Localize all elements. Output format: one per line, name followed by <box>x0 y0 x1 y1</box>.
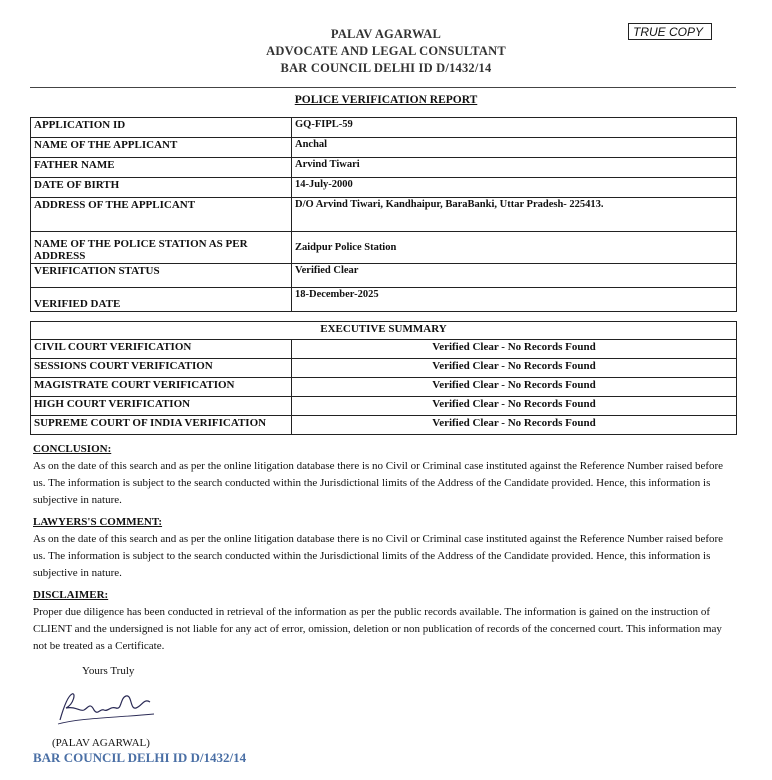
summary-label: HIGH COURT VERIFICATION <box>31 397 292 416</box>
summary-value: Verified Clear - No Records Found <box>292 340 737 359</box>
table-row <box>31 397 737 416</box>
detail-label: DATE OF BIRTH <box>31 178 292 198</box>
detail-label: NAME OF THE APPLICANT <box>31 138 292 158</box>
detail-value: D/O Arvind Tiwari, Kandhaipur, BaraBanki, Uttar Pradesh- 225413. <box>292 198 737 232</box>
disclaimer-section <box>33 587 733 655</box>
disclaimer-text: Proper due diligence has been conducted in retrieval of the information as per the public records available. The information is gained on the instruction of CLIENT and the undersigned is not liable for any act of error, omission, deletion or non publication of records of the concerned court. This information may not be treated as a Certificate. <box>33 606 722 652</box>
detail-value: Anchal <box>292 138 737 158</box>
table-row <box>31 264 737 288</box>
detail-label: VERIFICATION STATUS <box>31 264 292 288</box>
detail-label: VERIFIED DATE <box>31 288 292 312</box>
header-divider <box>30 87 736 88</box>
table-row <box>31 340 737 359</box>
summary-value: Verified Clear - No Records Found <box>292 359 737 378</box>
summary-value: Verified Clear - No Records Found <box>292 416 737 435</box>
true-copy-stamp: TRUE COPY <box>628 23 712 40</box>
conclusion-text: As on the date of this search and as per the online litigation database there is no Civil or Criminal case instituted against the Reference Number raised before us. The information is subject to the search conducted within the Jurisdictional limits of the Address of the Candidate provided. Hence, this information is subjective in nature. <box>33 460 724 506</box>
detail-label: FATHER NAME <box>31 158 292 178</box>
lawyers-comment-section <box>33 514 733 582</box>
executive-summary-table <box>30 321 737 435</box>
signature <box>50 688 160 728</box>
detail-label: APPLICATION ID <box>31 118 292 138</box>
detail-label: NAME OF THE POLICE STATION AS PER ADDRESS <box>31 232 292 264</box>
detail-value: GQ-FIPL-59 <box>292 118 737 138</box>
signatory-name: (PALAV AGARWAL) <box>52 737 150 749</box>
table-row <box>31 118 737 138</box>
detail-label: ADDRESS OF THE APPLICANT <box>31 198 292 232</box>
summary-label: SUPREME COURT OF INDIA VERIFICATION <box>31 416 292 435</box>
table-row <box>31 138 737 158</box>
table-row <box>31 288 737 312</box>
summary-label: MAGISTRATE COURT VERIFICATION <box>31 378 292 397</box>
summary-value: Verified Clear - No Records Found <box>292 378 737 397</box>
table-row <box>31 359 737 378</box>
table-row <box>31 232 737 264</box>
conclusion-section <box>33 441 733 509</box>
lawyers-comment-heading: LAWYERS'S COMMENT: <box>33 516 163 528</box>
disclaimer-heading: DISCLAIMER: <box>33 589 109 601</box>
lawyers-comment-text: As on the date of this search and as per the online litigation database there is no Civil or Criminal case instituted against the Reference Number raised before us. The information is subject to the search conducted within the Jurisdictional limits of the Address of the Candidate provided. Hence, this information is subjective in nature. <box>33 533 724 579</box>
detail-value: 14-July-2000 <box>292 178 737 198</box>
letterhead-name: PALAV AGARWAL <box>330 27 442 41</box>
conclusion-heading: CONCLUSION: <box>33 443 112 455</box>
detail-value: Arvind Tiwari <box>292 158 737 178</box>
table-row <box>31 416 737 435</box>
signatory-bar-id: BAR COUNCIL DELHI ID D/1432/14 <box>33 750 247 765</box>
executive-summary-heading: EXECUTIVE SUMMARY <box>31 322 737 340</box>
summary-value: Verified Clear - No Records Found <box>292 397 737 416</box>
table-row <box>31 378 737 397</box>
table-row <box>31 158 737 178</box>
summary-label: SESSIONS COURT VERIFICATION <box>31 359 292 378</box>
summary-label: CIVIL COURT VERIFICATION <box>31 340 292 359</box>
table-row <box>31 322 737 340</box>
letterhead-bar-id: BAR COUNCIL DELHI ID D/1432/14 <box>280 61 492 75</box>
letterhead-title: ADVOCATE AND LEGAL CONSULTANT <box>266 44 506 58</box>
report-title: POLICE VERIFICATION REPORT <box>294 94 478 106</box>
applicant-details-table <box>30 117 737 312</box>
detail-value: Verified Clear <box>292 264 737 288</box>
detail-value: 18-December-2025 <box>292 288 737 312</box>
detail-value: Zaidpur Police Station <box>292 232 737 264</box>
closing-salutation: Yours Truly <box>82 665 135 677</box>
table-row <box>31 178 737 198</box>
table-row <box>31 198 737 232</box>
